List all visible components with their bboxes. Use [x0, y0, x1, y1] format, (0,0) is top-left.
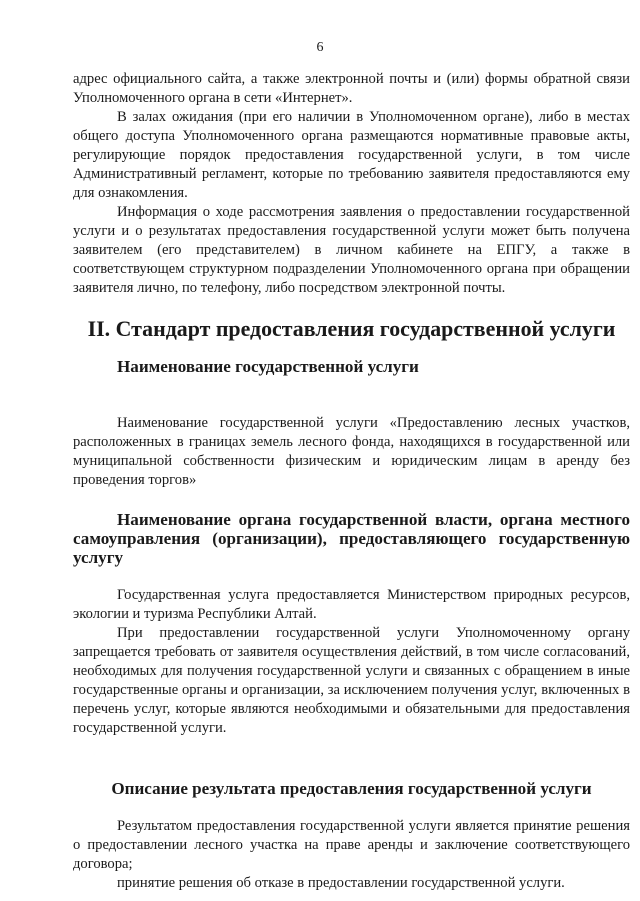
paragraph-refusal: принятие решения об отказе в предоставлении государственной услуги. — [117, 875, 565, 891]
paragraph-result: Результатом предоставления государственной услуги является принятие решения о предоставлении лесного участка на праве аренды и заключение соответствующего договора; — [73, 818, 630, 872]
paragraph-service-name: Наименование государственной услуги «Предоставлению лесных участков, расположенных в границах земель лесного фонда, находящихся в государственной или муниципальной собственности физическим и юридическим лицам в аренду без проведения торгов» — [73, 415, 630, 488]
subsection-heading-result: Описание результата предоставления государственной услуги — [111, 779, 592, 798]
paragraph-waiting-rooms: В залах ожидания (при его наличии в Уполномоченном органе), либо в местах общего доступа Уполномоченного органа размещаются нормативные правовые акты, регулирующие порядок предоставления государственной услуги, в том числе Административный регламент, которые по требованию заявителя предоставляются ему для ознакомления. — [73, 109, 630, 201]
section-title: II. Стандарт предоставления государственной услуги — [87, 316, 616, 341]
page-number: 6 — [316, 40, 324, 55]
page-content — [73, 70, 630, 893]
paragraph-application-status: Информация о ходе рассмотрения заявления о предоставлении государственной услуги и о результатах предоставления государственной услуги может быть получена заявителем (его представителем) в личном кабинете на ЕПГУ, а также в соответствующем структурном подразделении Уполномоченного органа при обращении заявителя лично, по телефону, либо посредством электронной почты. — [73, 204, 630, 296]
paragraph-continuation: адрес официального сайта, а также электронной почты и (или) формы обратной связи Уполномоченного органа в сети «Интернет». — [73, 71, 630, 106]
paragraph-ministry: Государственная услуга предоставляется Министерством природных ресурсов, экологии и туризма Республики Алтай. — [73, 587, 630, 622]
paragraph-prohibition: При предоставлении государственной услуги Уполномоченному органу запрещается требовать от заявителя осуществления действий, в том числе согласований, необходимых для получения государственной услуги и связанных с обращением в иные государственные органы и организации, за исключением получения услуг, включенных в перечень услуг, которые являются необходимыми и обязательными для предоставления государственной услуги. — [73, 625, 630, 736]
subsection-heading-authority: Наименование органа государственной власти, органа местного самоуправления (организации), предоставляющего государственную услугу — [73, 510, 630, 567]
subsection-heading-service-name: Наименование государственной услуги — [117, 357, 419, 376]
